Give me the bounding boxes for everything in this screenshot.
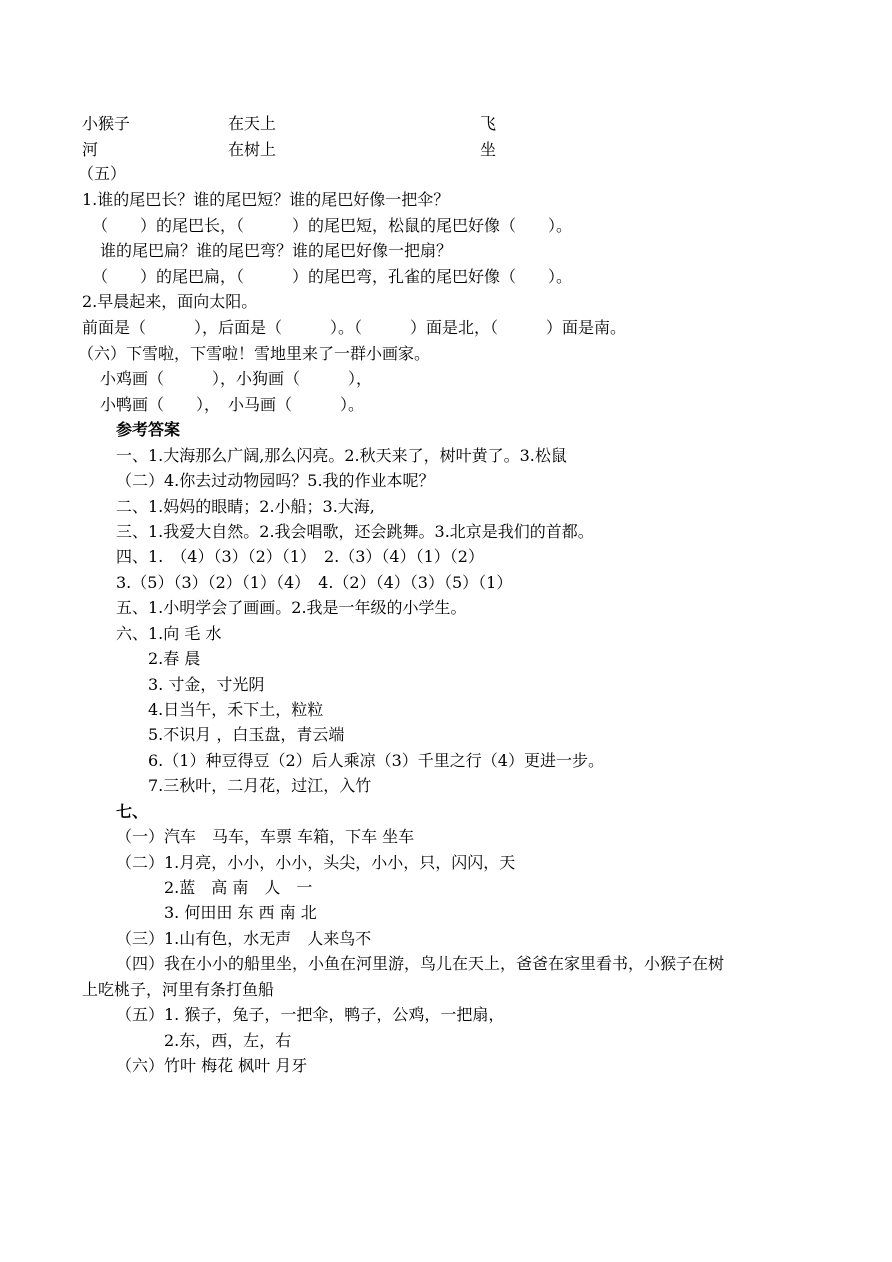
answer-line-22: 上吃桃子，河里有条打鱼船 <box>82 980 275 999</box>
answer-line-4: 三、1.我爱大自然。2.我会唱歌，还会跳舞。3.北京是我们的首都。 <box>116 522 594 541</box>
question-5-2: 2.早晨起来，面向太阳。 <box>82 292 258 311</box>
match-left-2: 河 <box>82 140 99 159</box>
section-6-line-b: 小鸭画（ ）， 小马画（ ）。 <box>100 395 365 414</box>
answer-line-18: 2.蓝 高 南 人 一 <box>164 878 313 897</box>
match-mid-2: 在树上 <box>228 140 277 159</box>
answer-line-21: （四）我在小小的船里坐，小鱼在河里游，鸟儿在天上，爸爸在家里看书，小猴子在树 <box>116 954 725 973</box>
question-5-1b-blank: （ ）的尾巴扁，（ ）的尾巴弯，孔雀的尾巴好像（ ）。 <box>92 267 573 286</box>
answer-line-9: 2.春 晨 <box>148 649 201 668</box>
answer-line-1: 一、1.大海那么广阔,那么闪亮。2.秋天来了，树叶黄了。3.松鼠 <box>116 446 567 465</box>
answer-line-6: 3.（5）（3）（2）（1）（4） 4.（2）（4）（3）（5）（1） <box>116 573 513 592</box>
question-5-1-blank: （ ）的尾巴长，（ ）的尾巴短，松鼠的尾巴好像（ ）。 <box>92 216 573 235</box>
match-right-1: 飞 <box>480 114 497 133</box>
answer-line-23: （五）1. 猴子，兔子，一把伞，鸭子，公鸡，一把扇， <box>116 1005 505 1024</box>
match-left-1: 小猴子 <box>82 114 131 133</box>
answer-line-14: 7.三秋叶，二月花，过江，入竹 <box>148 776 372 795</box>
match-mid-1: 在天上 <box>228 114 277 133</box>
answer-line-16: （一）汽车 马车，车票 车箱，下车 坐车 <box>116 827 415 846</box>
answer-line-8: 六、1.向 毛 水 <box>116 624 222 643</box>
section-6-line-a: 小鸡画（ ），小狗画（ ）， <box>100 369 373 388</box>
answer-line-10: 3. 寸金，寸光阴 <box>148 675 265 694</box>
question-5-1b: 谁的尾巴扁？谁的尾巴弯？谁的尾巴好像一把扇？ <box>100 241 453 260</box>
section-5-label: （五） <box>78 164 127 183</box>
answer-line-19: 3. 何田田 东 西 南 北 <box>164 903 317 922</box>
answer-line-13: 6.（1）种豆得豆（2）后人乘凉（3）千里之行（4）更进一步。 <box>148 751 604 770</box>
answer-line-5: 四、1. （4）（3）（2）（1） 2.（3）（4）（1）（2） <box>116 547 484 566</box>
section-6-title: （六）下雪啦，下雪啦！雪地里来了一群小画家。 <box>78 344 431 363</box>
question-5-2-blank: 前面是（ ），后面是（ ）。（ ）面是北，（ ）面是南。 <box>82 318 627 337</box>
answer-line-25: （六）竹叶 梅花 枫叶 月牙 <box>116 1056 308 1075</box>
answer-line-17: （二）1.月亮，小小，小小，头尖，小小，只，闪闪，天 <box>116 853 516 872</box>
answer-line-7: 五、1.小明学会了画画。2.我是一年级的小学生。 <box>116 598 467 617</box>
answer-line-3: 二、1.妈妈的眼睛；2.小船；3.大海, <box>116 497 375 516</box>
question-5-1: 1.谁的尾巴长？谁的尾巴短？谁的尾巴好像一把伞？ <box>82 190 450 209</box>
answer-line-12: 5.不识月 ，白玉盘，青云端 <box>148 725 345 744</box>
match-right-2: 坐 <box>480 140 497 159</box>
answers-title: 参考答案 <box>116 420 181 439</box>
answer-line-15: 七、 <box>116 802 149 821</box>
answer-line-11: 4.日当午，禾下土，粒粒 <box>148 700 324 719</box>
answer-line-20: （三）1.山有色，水无声 人来鸟不 <box>116 929 372 948</box>
answer-line-2: （二）4.你去过动物园吗？5.我的作业本呢？ <box>116 471 435 490</box>
answer-line-24: 2.东，西，左，右 <box>164 1031 292 1050</box>
